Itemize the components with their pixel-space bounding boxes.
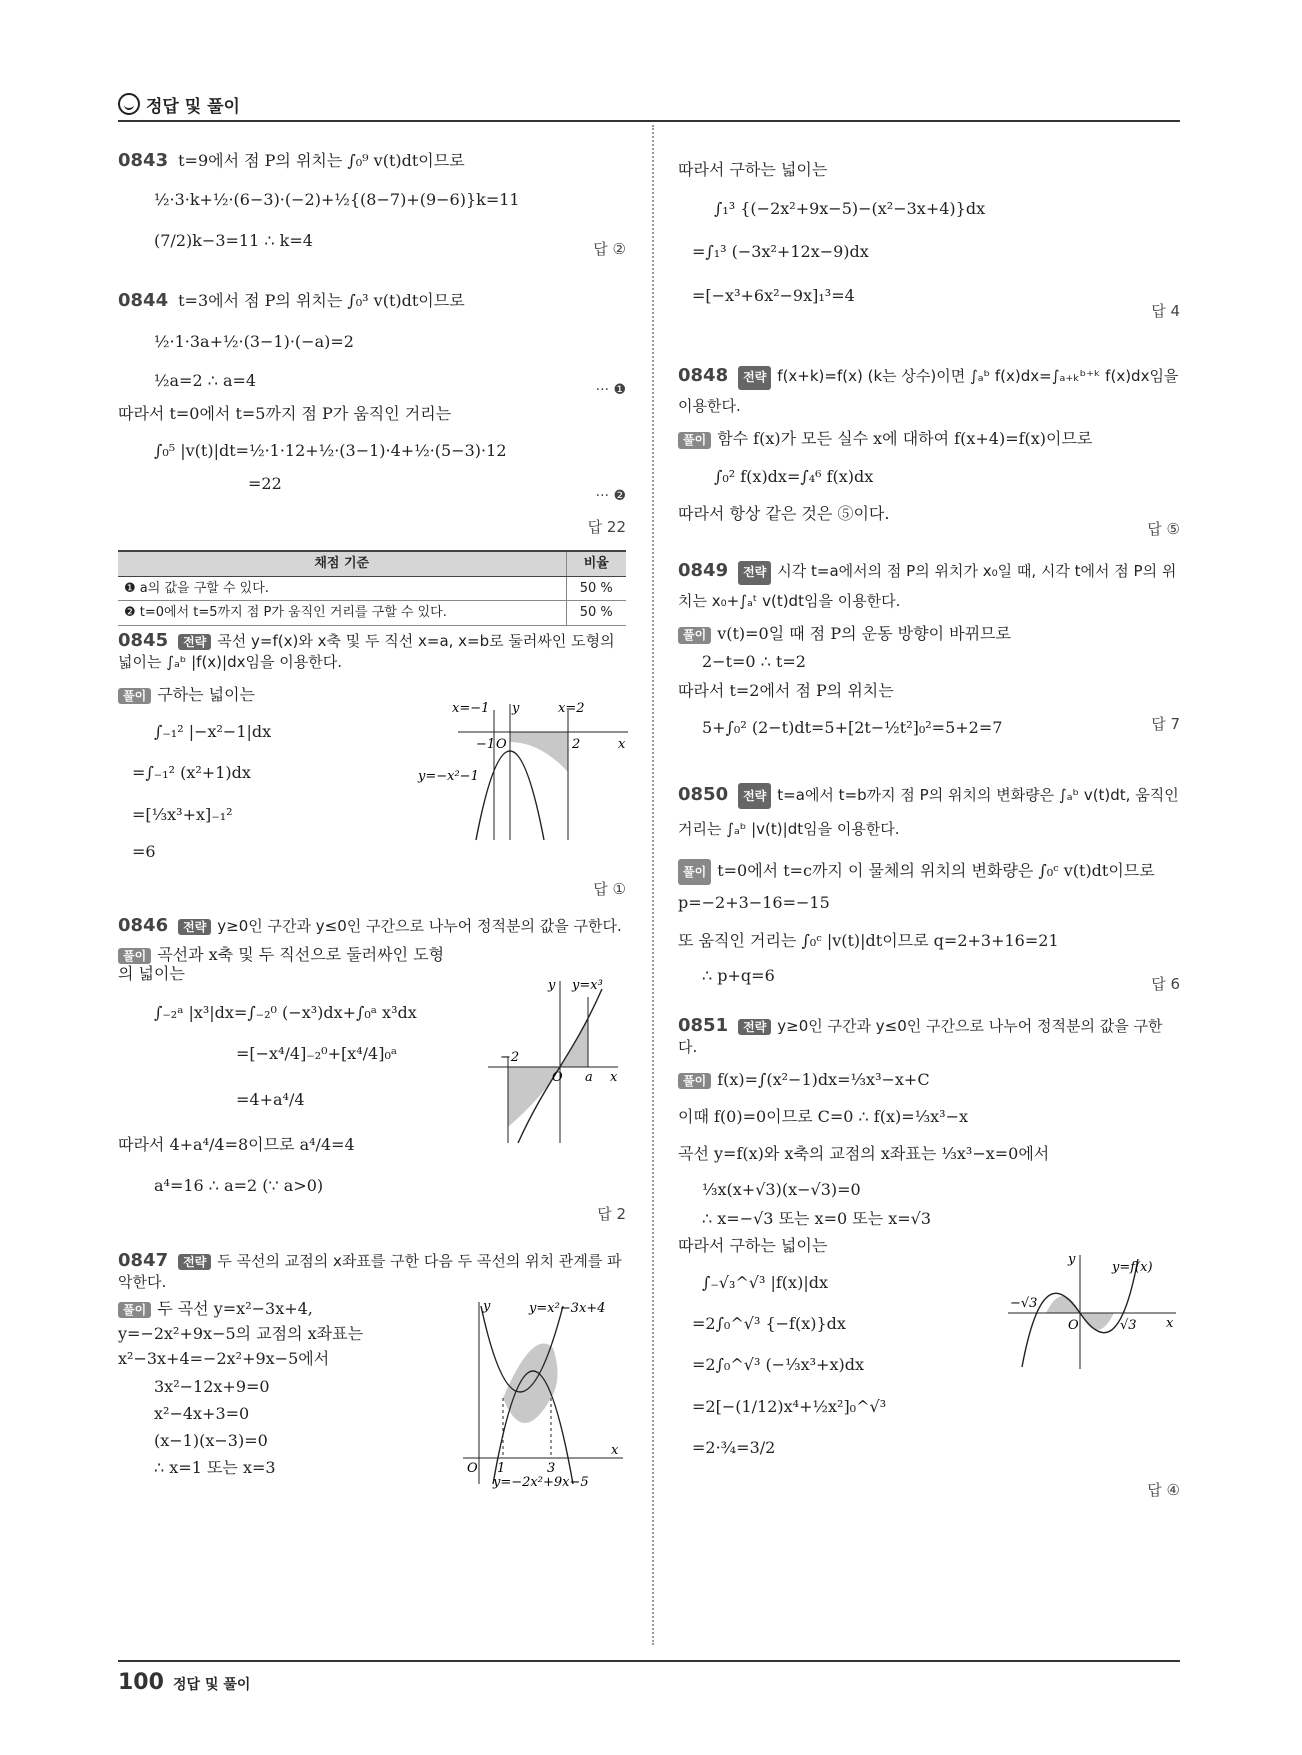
strategy-text: f(x+k)=f(x) (k는 상수)이면 ∫ₐᵇ f(x)dx=∫ₐ₊ₖᵇ⁺ᵏ f(x)dx임을 이용한다. — [678, 367, 1179, 416]
label: −2 — [500, 1050, 520, 1065]
problem-number: 0849 — [678, 560, 729, 581]
strategy-tag: 전략 — [178, 1254, 211, 1270]
line: 따라서 구하는 넓이는 — [678, 1235, 828, 1255]
label: y — [512, 701, 520, 716]
answer: 답 ① — [593, 880, 626, 898]
problem-number: 0844 — [118, 290, 169, 311]
strategy-tag: 전략 — [178, 919, 211, 935]
graph-0845 — [418, 701, 633, 842]
equation: =6 — [132, 841, 156, 861]
solution-tag: 풀이 — [118, 948, 151, 964]
label: 3 — [547, 1461, 556, 1476]
line: y=−2x²+9x−5의 교점의 x좌표는 — [118, 1324, 364, 1344]
problem-0851 — [678, 1015, 1180, 1515]
equation: (7/2)k−3=11 ∴ k=4 — [154, 230, 313, 250]
equation: ∫₋₁² |−x²−1|dx — [154, 722, 272, 742]
label: O — [467, 1461, 478, 1476]
equation: =2∫₀^√³ {−f(x)}dx — [692, 1314, 846, 1334]
line: 함수 f(x)가 모든 실수 x에 대하여 f(x+4)=f(x)이므로 — [717, 429, 1093, 449]
equation: ∫₋√₃^√³ |f(x)|dx — [702, 1273, 828, 1293]
solution-tag: 풀이 — [118, 1302, 151, 1318]
solution-tag: 풀이 — [118, 688, 151, 704]
problem-number: 0848 — [678, 365, 729, 386]
answer: 답 6 — [1151, 975, 1180, 993]
footer-title: 정답 및 풀이 — [173, 1677, 251, 1693]
graph-0846 — [488, 977, 623, 1147]
label: y=x²−3x+4 — [529, 1301, 606, 1316]
step-marker: ··· ❶ — [595, 382, 626, 398]
line: x²−3x+4=−2x²+9x−5에서 — [118, 1349, 330, 1369]
strategy-text: 곡선 y=f(x)와 x축 및 두 직선 x=a, x=b로 둘러싸인 도형의 넓이는 ∫ₐᵇ |f(x)|dx임을 이용한다. — [118, 632, 615, 671]
label: O — [552, 1070, 563, 1085]
answer: 답 ② — [593, 240, 626, 258]
problem-number: 0845 — [118, 630, 169, 651]
answer: 답 4 — [1151, 302, 1180, 320]
graph-0847 — [463, 1298, 628, 1488]
line: 따라서 t=0에서 t=5까지 점 P가 움직인 거리는 — [118, 403, 452, 423]
equation: =2∫₀^√³ (−⅓x³+x)dx — [692, 1355, 864, 1375]
line: 따라서 구하는 넓이는 — [678, 160, 828, 179]
solution-tag: 풀이 — [678, 432, 711, 448]
label: 2 — [572, 737, 581, 752]
page-header — [118, 88, 1180, 122]
label: y — [548, 978, 556, 993]
solution-tag: 풀이 — [678, 859, 711, 885]
label: y=−x²−1 — [418, 769, 479, 784]
equation: (x−1)(x−3)=0 — [154, 1430, 268, 1450]
label: −√3 — [1010, 1296, 1038, 1311]
step-marker: ··· ❷ — [595, 488, 626, 504]
problem-0843 — [118, 150, 626, 290]
equation: 3x²−12x+9=0 — [154, 1376, 270, 1396]
table-row — [118, 576, 626, 601]
line: 구하는 넓이는 — [157, 684, 256, 704]
label: y=−2x²+9x−5 — [493, 1475, 589, 1490]
line: 곡선과 x축 및 두 직선으로 둘러싸인 도형의 넓이는 — [118, 944, 445, 983]
equation: =2[−(1/12)x⁴+½x²]₀^√³ — [692, 1396, 887, 1416]
strategy-tag: 전략 — [738, 1019, 771, 1035]
label: y — [483, 1299, 491, 1314]
line: t=0에서 t=c까지 이 물체의 위치의 변화량은 ∫₀ᶜ v(t)dt이므로 p=−2+3−16=−15 — [678, 861, 1155, 912]
label: O — [1068, 1318, 1079, 1333]
problem-number: 0850 — [678, 784, 729, 805]
line: 따라서 4+a⁴/4=8이므로 a⁴/4=4 — [118, 1134, 355, 1154]
strategy-text: y≥0인 구간과 y≤0인 구간으로 나누어 정적분의 값을 구한다. — [678, 1017, 1163, 1056]
equation: ∴ x=−√3 또는 x=0 또는 x=√3 — [702, 1208, 932, 1228]
line: 따라서 항상 같은 것은 ⑤이다. — [678, 503, 890, 523]
table-header: 채점 기준 — [118, 551, 566, 576]
label: x=−1 — [452, 701, 490, 716]
equation: 5+∫₀² (2−t)dt=5+[2t−½t²]₀²=5+2=7 — [702, 717, 1003, 737]
answer: 답 22 — [587, 518, 626, 536]
answer: 답 7 — [1151, 715, 1180, 733]
strategy-tag: 전략 — [738, 366, 771, 390]
page-footer — [118, 1660, 1180, 1695]
label: x — [1166, 1316, 1174, 1331]
shaded-area — [510, 732, 568, 772]
strategy-text: y≥0인 구간과 y≤0인 구간으로 나누어 정적분의 값을 구한다. — [217, 917, 622, 935]
label: a — [585, 1070, 593, 1085]
equation: a⁴=16 ∴ a=2 (∵ a>0) — [154, 1175, 324, 1195]
line: v(t)=0일 때 점 P의 운동 방향이 바뀌므로 — [717, 624, 1011, 644]
graph-0851 — [1008, 1251, 1180, 1371]
table-row — [118, 601, 626, 626]
strategy-text: 시각 t=a에서의 점 P의 위치가 x₀일 때, 시각 t에서 점 P의 위치는 x₀+∫ₐᵗ v(t)dt임을 이용한다. — [678, 562, 1177, 611]
line: f(x)=∫(x²−1)dx=⅓x³−x+C — [717, 1069, 930, 1089]
shaded-area-right — [1080, 1313, 1114, 1330]
label: x — [618, 737, 626, 752]
strategy-tag: 전략 — [738, 561, 771, 585]
column-divider — [652, 125, 654, 1645]
left-column — [118, 150, 626, 1490]
equation: ½·3·k+½·(6−3)·(−2)+½{(8−7)+(9−6)}k=11 — [154, 189, 520, 209]
line: 또 움직인 거리는 ∫₀ᶜ |v(t)|dt이므로 q=2+3+16=21 — [678, 931, 1059, 950]
table-cell: ❶ a의 값을 구할 수 있다. — [118, 576, 566, 601]
line: t=9에서 점 P의 위치는 ∫₀⁹ v(t)dt이므로 — [178, 151, 465, 170]
line: t=3에서 점 P의 위치는 ∫₀³ v(t)dt이므로 — [178, 291, 465, 310]
strategy-text: 두 곡선의 교점의 x좌표를 구한 다음 두 곡선의 위치 관계를 파악한다. — [118, 1252, 622, 1291]
equation: ⅓x(x+√3)(x−√3)=0 — [702, 1179, 861, 1199]
page-number: 100 — [118, 1670, 164, 1695]
header-title: 정답 및 풀이 — [146, 96, 240, 117]
equation: ½·1·3a+½·(3−1)·(−a)=2 — [154, 331, 354, 351]
problem-0844 — [118, 290, 626, 630]
problem-number: 0843 — [118, 150, 169, 171]
equation: =4+a⁴/4 — [236, 1089, 305, 1109]
table-cell: 50 % — [566, 576, 626, 601]
equation: =[−x³+6x²−9x]₁³=4 — [692, 285, 855, 305]
problem-number: 0847 — [118, 1250, 169, 1271]
answer: 답 ④ — [1147, 1481, 1180, 1499]
equation: =22 — [248, 474, 282, 494]
grading-table — [118, 550, 626, 626]
equation: ∫₋₂ᵃ |x³|dx=∫₋₂⁰ (−x³)dx+∫₀ᵃ x³dx — [154, 1003, 417, 1023]
equation: =∫₋₁² (x²+1)dx — [132, 763, 251, 783]
problem-0846 — [118, 915, 626, 1250]
label: O — [496, 737, 507, 752]
problem-0848 — [678, 360, 1180, 555]
label: 1 — [497, 1461, 506, 1476]
problem-number: 0846 — [118, 915, 169, 936]
line: 곡선 y=f(x)와 x축의 교점의 x좌표는 ⅓x³−x=0에서 — [678, 1144, 1050, 1164]
line: 따라서 t=2에서 점 P의 위치는 — [678, 680, 894, 700]
strategy-text: t=a에서 t=b까지 점 P의 위치의 변화량은 ∫ₐᵇ v(t)dt, 움직인 거리는 ∫ₐᵇ |v(t)|dt임을 이용한다. — [678, 786, 1179, 838]
smile-logo-icon — [118, 93, 140, 115]
right-column — [678, 160, 1180, 1515]
label: x — [611, 1443, 619, 1458]
answer: 답 2 — [597, 1205, 626, 1223]
strategy-tag: 전략 — [178, 634, 211, 650]
solution-tag: 풀이 — [678, 1073, 711, 1089]
problem-0847-continued — [678, 160, 1180, 360]
equation: ∫₀⁵ |v(t)|dt=½·1·12+½·(3−1)·4+½·(5−3)·12 — [154, 441, 507, 461]
problem-0847 — [118, 1250, 626, 1490]
equation: ∴ p+q=6 — [702, 966, 775, 986]
solution-tag: 풀이 — [678, 627, 711, 643]
line: 이때 f(0)=0이므로 C=0 ∴ f(x)=⅓x³−x — [678, 1107, 969, 1127]
equation: =2·¾=3/2 — [692, 1437, 776, 1457]
label: y — [1068, 1252, 1076, 1267]
label: y=f(x) — [1112, 1260, 1153, 1275]
problem-number: 0851 — [678, 1015, 729, 1036]
equation: =[⅓x³+x]₋₁² — [132, 804, 233, 824]
problem-0845 — [118, 630, 626, 915]
shaded-area-left — [1046, 1296, 1080, 1313]
equation: x²−4x+3=0 — [154, 1403, 250, 1423]
equation: ∫₁³ {(−2x²+9x−5)−(x²−3x+4)}dx — [714, 199, 986, 219]
label: x=2 — [558, 701, 585, 716]
problem-0849 — [678, 555, 1180, 777]
equation: ∴ x=1 또는 x=3 — [154, 1458, 276, 1478]
label: −1 — [476, 737, 496, 752]
table-header: 비율 — [566, 551, 626, 576]
line: 두 곡선 y=x²−3x+4, — [157, 1298, 313, 1318]
equation: 2−t=0 ∴ t=2 — [702, 651, 806, 671]
label: √3 — [1120, 1318, 1137, 1333]
table-cell: 50 % — [566, 601, 626, 626]
answer: 답 ⑤ — [1147, 520, 1180, 538]
strategy-tag: 전략 — [738, 783, 771, 809]
equation: =[−x⁴/4]₋₂⁰+[x⁴/4]₀ᵃ — [236, 1044, 398, 1064]
problem-0850 — [678, 777, 1180, 1015]
table-cell: ❷ t=0에서 t=5까지 점 P가 움직인 거리를 구할 수 있다. — [118, 601, 566, 626]
equation: ∫₀² f(x)dx=∫₄⁶ f(x)dx — [714, 466, 874, 486]
equation: =∫₁³ (−3x²+12x−9)dx — [692, 242, 869, 262]
equation: ½a=2 ∴ a=4 — [154, 370, 257, 390]
label: x — [610, 1070, 618, 1085]
label: y=x³ — [572, 978, 603, 993]
shaded-area — [503, 1344, 558, 1423]
